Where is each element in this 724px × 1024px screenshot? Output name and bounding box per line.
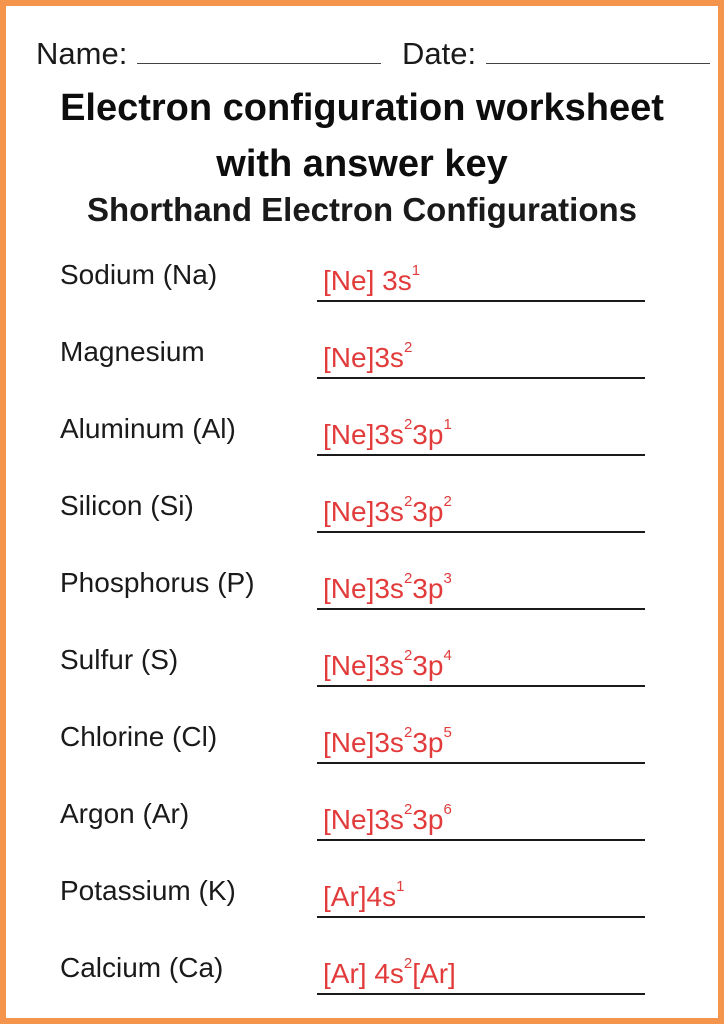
answer-text <box>323 649 452 683</box>
answer-superscript: 5 <box>443 724 452 741</box>
name-field[interactable] <box>36 36 381 72</box>
answer-segment: [Ne]3s <box>323 419 404 450</box>
element-name: Potassium (K) <box>60 875 236 906</box>
answer-text <box>323 572 452 606</box>
answer-text <box>323 726 452 760</box>
answer-segment: [Ar]4s <box>323 881 397 912</box>
answer-text <box>323 957 456 991</box>
element-name: Aluminum (Al) <box>60 413 236 444</box>
answer-line[interactable] <box>317 491 645 533</box>
answer-segment: [Ne]3s <box>323 342 404 373</box>
answer-line[interactable] <box>317 414 645 456</box>
name-blank-line[interactable] <box>137 63 381 64</box>
answer-segment: [Ne]3s <box>323 804 404 835</box>
question-row <box>6 631 718 708</box>
answer-segment: [Ne]3s <box>323 727 404 758</box>
answer-superscript: 2 <box>403 647 413 664</box>
answer-text <box>323 880 404 914</box>
question-row <box>6 708 718 785</box>
element-name: Magnesium <box>60 336 205 367</box>
answer-line[interactable] <box>317 568 645 610</box>
element-name: Silicon (Si) <box>60 490 194 521</box>
answer-segment: 3p <box>412 650 444 681</box>
answer-superscript: 6 <box>443 801 452 818</box>
answer-superscript: 2 <box>403 339 413 356</box>
date-label: Date: <box>402 36 477 71</box>
answer-segment: [Ne]3s <box>323 650 404 681</box>
answer-superscript: 4 <box>443 647 452 664</box>
question-row <box>6 400 718 477</box>
date-blank-line[interactable] <box>486 63 710 64</box>
worksheet-title: Electron configuration worksheet with answer key <box>60 87 664 185</box>
answer-superscript: 1 <box>396 878 405 895</box>
question-row <box>6 554 718 631</box>
answer-line[interactable] <box>317 953 645 995</box>
answer-line[interactable] <box>317 876 645 918</box>
question-row <box>6 323 718 400</box>
answer-segment: 3p <box>412 804 444 835</box>
question-row <box>6 939 718 1016</box>
name-label: Name: <box>36 36 128 71</box>
answer-text <box>323 803 452 837</box>
answer-segment: [Ne]3s <box>323 573 404 604</box>
question-row <box>6 477 718 554</box>
answer-line[interactable] <box>317 260 645 302</box>
answer-line[interactable] <box>317 799 645 841</box>
answer-superscript: 2 <box>403 416 413 433</box>
answer-superscript: 2 <box>403 493 413 510</box>
answer-superscript: 2 <box>443 493 452 510</box>
question-row <box>6 862 718 939</box>
element-name: Chlorine (Cl) <box>60 721 218 752</box>
element-name: Phosphorus (P) <box>60 567 255 598</box>
answer-segment: 3p <box>412 727 444 758</box>
answer-segment: 3p <box>412 419 444 450</box>
question-row <box>6 785 718 862</box>
answer-segment: [Ar] <box>412 958 456 989</box>
answer-segment: 3p <box>412 573 444 604</box>
answer-segment: [Ne]3s <box>323 496 404 527</box>
answer-segment: 3p <box>412 496 444 527</box>
answer-line[interactable] <box>317 337 645 379</box>
question-list <box>6 246 718 1016</box>
element-name: Sodium (Na) <box>60 259 218 290</box>
question-row <box>6 246 718 323</box>
answer-segment: [Ar] 4s <box>323 958 404 989</box>
answer-text <box>323 264 420 298</box>
answer-superscript: 2 <box>403 724 413 741</box>
element-name: Sulfur (S) <box>60 644 179 675</box>
answer-text <box>323 341 412 375</box>
answer-superscript: 1 <box>411 262 421 279</box>
answer-superscript: 3 <box>443 570 452 587</box>
answer-line[interactable] <box>317 722 645 764</box>
answer-text <box>323 418 452 452</box>
answer-segment: [Ne] 3s <box>323 265 412 296</box>
answer-line[interactable] <box>317 645 645 687</box>
date-field[interactable] <box>402 36 710 72</box>
answer-superscript: 1 <box>443 416 452 433</box>
answer-superscript: 2 <box>403 570 413 587</box>
answer-superscript: 2 <box>403 955 413 972</box>
worksheet-subtitle: Shorthand Electron Configurations <box>87 191 637 228</box>
answer-text <box>323 495 452 529</box>
element-name: Calcium (Ca) <box>60 952 224 983</box>
element-name: Argon (Ar) <box>60 798 190 829</box>
header-fields <box>36 36 698 76</box>
answer-superscript: 2 <box>403 801 413 818</box>
